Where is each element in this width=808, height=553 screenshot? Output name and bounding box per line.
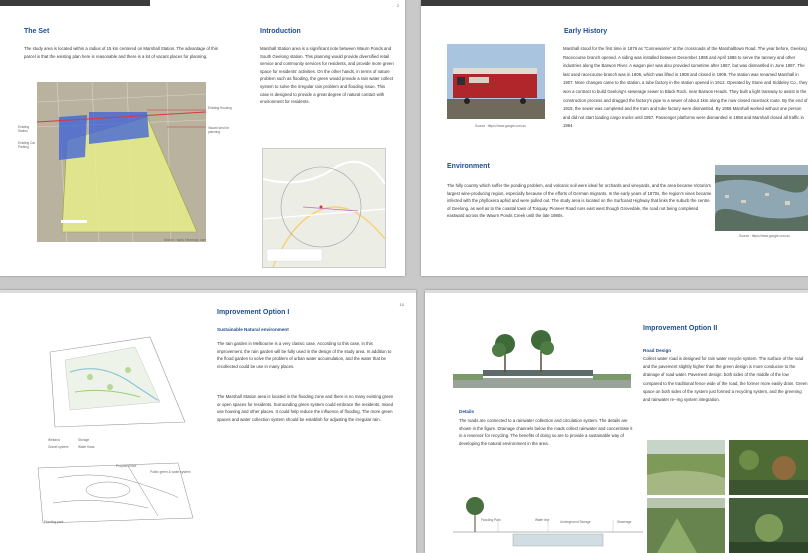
introduction-body: Marshall Station area is a significant note between Waurn Ponds and South Geelong station. This planning would provide diversified retail service and community services for residents, and provide more green space for residents' activities. On the other hands, in terms of nature problem such as flooding, the green would provide a rain water collect system to solve the irregular rain problem and flooding issue. This case is designed to provide a great degree of natural contact with environment for residents. — [260, 46, 394, 105]
section-label-water-line: Water line — [535, 518, 550, 522]
train-photo-source: Source : https://www.google.com.au — [475, 124, 526, 128]
site-aerial-map — [37, 82, 206, 242]
map-label-existing-station: Existing Station — [18, 125, 30, 133]
option-1-para-1: The rain garden in Melbourne is a very classic case. According to this case, in this improvement, the rain garden will be fully used in the design of the study area. In addition to the flood garden to solve the problem of urban water accumulation, and the water that be recollected could be use in many places. — [217, 341, 392, 369]
map-label-existing-housing: Existing Housing — [208, 106, 232, 110]
rain-garden-photo-4 — [729, 498, 808, 553]
legend-storage: Storage — [78, 438, 90, 442]
page-top-strip — [425, 290, 808, 293]
option-1-para-2: The Marshall Station area is located in the flooding zone and there is no many existing green or open spaces for residents. Surrounding green system could embrace the residents, mixed use housing and other places. It could help reduce the influence of flooding. The more green spaces and water collection system should be establish for adjusting the irregular rain. — [217, 394, 394, 422]
legend-water-flows: Water flows — [78, 445, 95, 449]
flooding-park-plan — [28, 458, 198, 528]
section-label-underground-storage: Underground Storage — [560, 520, 591, 524]
environment-heading: Environment — [447, 163, 490, 170]
flooding-park-label: Flooding park — [44, 520, 64, 524]
train-photo — [447, 44, 545, 119]
page-improvement-option-1 — [0, 290, 416, 553]
details-heading: Details — [459, 409, 475, 414]
site-plan-diagram — [40, 332, 190, 432]
rain-garden-photo-2 — [729, 440, 808, 495]
improvement-option-1-heading: Improvement Option I — [217, 309, 290, 316]
sustainable-subtitle: Sustainable Natural environment — [217, 327, 289, 332]
page-top-strip — [0, 290, 416, 293]
rain-garden-photo-3 — [647, 498, 725, 553]
early-history-heading: Early History — [564, 28, 608, 35]
flood-aerial-photo — [715, 165, 808, 231]
environment-body: The hilly country which suffer the ponding problem, and volcanic soil were ideal for orchards and vineyards, and the area became Victoria's largest wine-producing region, especially because of the efforts of German migrants. In the early years of 1870s, the region's vines became infected with the phylloxera aphid and were pulled out. The study area is located on the Surfcoast Highway that links the suburb the centre of Geelong, as well as to the coastal town of Torquay. Pioneer Road runs east west though Grovedale, the road not being completed eastward across the Waurn Ponds Creek until the late 1980s. — [447, 183, 712, 219]
legend-wetland: Wetland — [48, 438, 60, 442]
page-top-strip — [421, 0, 808, 6]
location-map — [262, 148, 386, 268]
road-section-render — [453, 330, 631, 400]
page-improvement-option-2 — [425, 290, 808, 553]
details-body: The roads are connected to a rainwater collection and circulation system. The details are shown in the figure. Drainage channels below the roads collect rainwater and concentrate it in a reservoir for recycling. The benefits of doing so are to provide a sustainable way of developing the natural environment in the area. — [459, 418, 633, 446]
proposed-bike-label: Proposed bike — [116, 464, 137, 468]
rain-garden-photo-1 — [647, 440, 725, 495]
page-early-history — [421, 0, 808, 276]
page-number: 10 — [399, 302, 404, 307]
section-label-flooding-park: Flooding Park — [481, 518, 501, 522]
page-the-set — [0, 0, 405, 276]
the-set-body: The study area is located within a radius of 15 km centered on Marshall Station. The advantage of this parcel is that the existing plan here is reasonable and there is a lot of vacant places for planning. — [24, 46, 218, 59]
map-label-vacant-land: Vacant land for planning — [208, 126, 230, 134]
legend-gravel-system: Gravel system — [48, 445, 69, 449]
improvement-option-2-heading: Improvement Option II — [643, 325, 718, 332]
road-design-subtitle: Road Design — [643, 348, 672, 353]
flood-photo-source: Source : https://www.google.com.au — [739, 234, 790, 238]
the-set-heading: The Set — [24, 28, 50, 35]
introduction-heading: Introduction — [260, 28, 301, 35]
public-green-label: Public green & water system — [150, 470, 191, 474]
section-label-sewerage: Sewerage — [617, 520, 632, 524]
page-number: 2 — [396, 3, 399, 8]
map-source: Source : www. Nearmap .com — [164, 238, 207, 242]
map-label-car-parking: Existing Car Parking — [18, 141, 36, 149]
page-top-strip — [0, 0, 150, 6]
road-design-body: Collect water road is designed for rain water recycle system. The surface of the road and the pavement slightly higher than the green design is more conducive to the drainage of road water. Pavement design: both sides of the middle of the low compared to the traditional fence wide of the road, the former more easily drain. Green space on both sides of the system just formed a recycling system, and the greening and rainwater re--ing system integration. — [643, 356, 808, 403]
early-history-body: Marshall stood for the first time in 1879 as "Connewarrie" at the crossroads of the Marshalltown Road. The year before, Geelong Racecourse branch opened. A siding was installed between December 1885 and April 1886 to serve the tannery and other industries along the Barwon River. A wagon pier was also provided sometime after 1887, but was dismantled in June 1897. The last used racecourse branch was in 1906, which was lifted in 1908 and closed in 1909. The station was renamed Marshall in 1907. More changes came to the station, a tube factory in the station opened in 1912. Operated by Stone and Siddeley Co., they won a contract to build Geelong's sewerage sewer to Black Rock, near Barwon Heads. They built a light tramway to assist in the construction process and dragged the factory's pipe to a sewer of about 1km along the now closed racetrack route. By the end of 1915, the sewer was completed and the tram and tube factory were dismantled. By 1958 Marshall worked without one person and did not start loading cargo trucks until 1957. Passenger platforms were dismantled in 1958 and Marshall closed all traffic in 1964. — [563, 46, 808, 129]
